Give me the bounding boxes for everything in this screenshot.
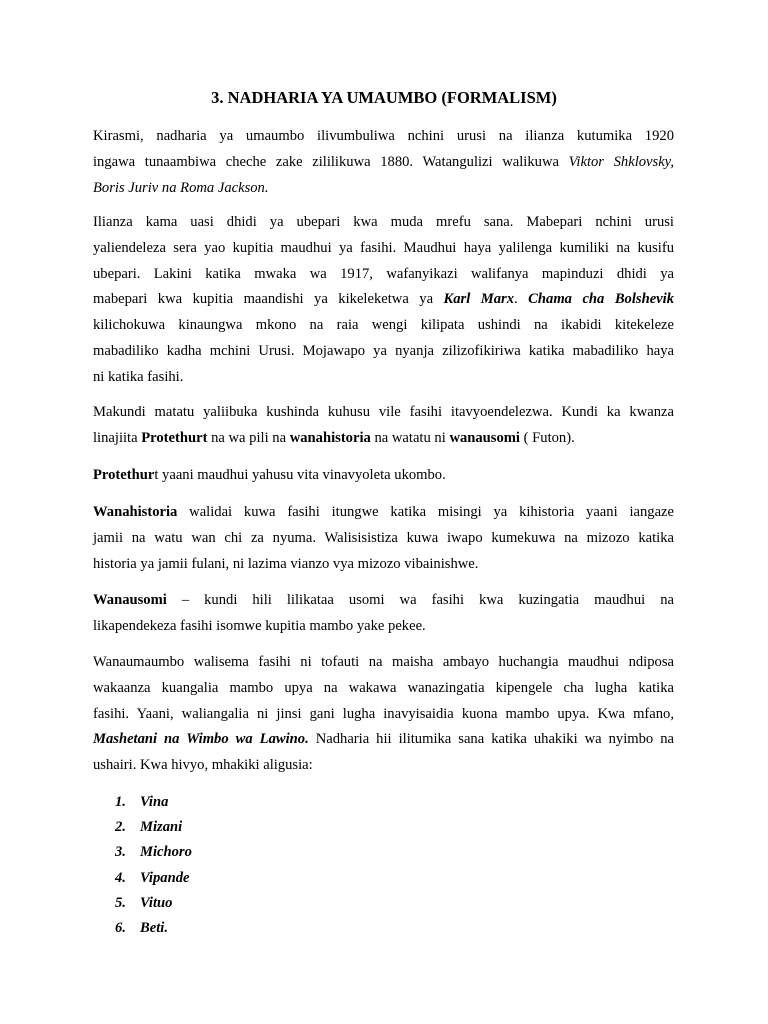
text-span: na wa pili na bbox=[207, 429, 290, 446]
text-line: yaliendeleza sera yao kupitia maudhui ya fasihi. Maudhui haya yalilenga kumiliki na kusifu bbox=[93, 239, 674, 256]
list-text: Vipande bbox=[140, 869, 190, 886]
paragraph-history bbox=[93, 210, 674, 391]
text-line: kilichokuwa kinaungwa mkono na raia wengi kilipata ushindi na ikabidi kitekeleze bbox=[93, 317, 674, 334]
paragraph-wanahistoria bbox=[93, 500, 674, 577]
paragraph-groups bbox=[93, 400, 674, 452]
term-protethur: Protethur bbox=[93, 467, 155, 483]
text-line: fasihi. Yaani, waliangalia ni jinsi gani lugha inavyisaidia kuona mambo upya. Kwa mfano, bbox=[93, 705, 674, 722]
text-span: na watatu ni bbox=[370, 429, 450, 446]
list-number: 1. bbox=[115, 794, 126, 810]
text-span: Nadharia hii ilitumika sana katika uhakiki wa nyimbo na bbox=[308, 731, 674, 748]
text-line bbox=[93, 588, 674, 614]
text-line bbox=[93, 500, 674, 526]
text-line bbox=[93, 150, 674, 176]
term-wanahistoria: wanahistoria bbox=[289, 429, 371, 446]
list-number: 6. bbox=[115, 920, 126, 937]
list-item bbox=[115, 866, 192, 891]
text-line: mabadiliko kadha mchini Urusi. Mojawapo ya nyanja zilizofikiriwa katika mabadiliko haya bbox=[93, 342, 674, 359]
term-protethurt: Protethurt bbox=[141, 429, 208, 446]
paragraph-wanausomi bbox=[93, 588, 674, 640]
list-item bbox=[115, 840, 192, 865]
emphasis-example-titles: Mashetani na Wimbo wa Lawino. bbox=[93, 731, 309, 748]
term-wanahistoria: Wanahistoria bbox=[93, 504, 178, 520]
text-line bbox=[93, 426, 674, 452]
italic-names: Boris Juriv na Roma Jackson. bbox=[93, 179, 269, 196]
text-span: t yaani maudhui yahusu vita vinavyoleta ukombo. bbox=[154, 467, 446, 483]
paragraph-protethurt bbox=[93, 463, 674, 489]
section-title: 3. NADHARIA YA UMAUMBO (FORMALISM) bbox=[211, 88, 557, 107]
text-line bbox=[93, 727, 674, 753]
list-number: 2. bbox=[115, 819, 126, 836]
text-line: wakaanza kuangalia mambo upya na wakawa wanazingatia kipengele cha lugha katika bbox=[93, 679, 674, 696]
italic-names: Viktor Shklovsky, bbox=[568, 153, 674, 170]
emphasis-bolshevik: Chama cha Bolshevik bbox=[528, 291, 675, 308]
paragraph-origins bbox=[93, 124, 674, 201]
term-wanausomi: wanausomi bbox=[449, 429, 520, 446]
text-line: ushairi. Kwa hivyo, mhakiki aligusia: bbox=[93, 757, 313, 774]
list-item bbox=[115, 891, 192, 916]
text-line bbox=[93, 463, 674, 489]
list-text: Michoro bbox=[140, 844, 192, 861]
text-line: likapendekeza fasihi isomwe kupitia mambo yake pekee. bbox=[93, 617, 426, 634]
list-text: Mizani bbox=[140, 819, 183, 836]
list-text: Beti. bbox=[140, 920, 168, 937]
text-line: Makundi matatu yaliibuka kushinda kuhusu vile fasihi itavyoendelezwa. Kundi ka kwanza bbox=[93, 404, 674, 420]
list-item bbox=[115, 916, 192, 941]
text-line bbox=[93, 176, 674, 202]
list-item bbox=[115, 790, 192, 815]
text-span: ingawa tunaambiwa cheche zake zililikuwa 1880. Watangulizi walikuwa bbox=[93, 153, 569, 170]
text-span: mabepari kwa kupitia maandishi ya kikeleketwa ya bbox=[93, 291, 444, 308]
term-wanausomi: Wanausomi bbox=[93, 592, 167, 608]
text-line: ubepari. Lakini katika mwaka wa 1917, wafanyikazi walifanya mapinduzi dhidi ya bbox=[93, 265, 674, 282]
text-line bbox=[93, 287, 674, 313]
text-line: Ilianza kama uasi dhidi ya ubepari kwa muda mrefu sana. Mabepari nchini urusi bbox=[93, 214, 674, 230]
text-line: jamii na watu wan chi za nyuma. Walisisistiza kuwa iwapo kumekuwa na mizozo katika bbox=[93, 529, 674, 546]
list-item bbox=[115, 815, 192, 840]
text-line: historia ya jamii fulani, ni lazima vianzo vya mizozo vibainishwe. bbox=[93, 555, 479, 572]
text-line: ni katika fasihi. bbox=[93, 368, 184, 385]
emphasis-karl-marx: Karl Marx bbox=[443, 291, 515, 308]
list-number: 3. bbox=[115, 844, 126, 861]
text-span: walidai kuwa fasihi itungwe katika misingi ya kihistoria yaani iangaze bbox=[177, 504, 674, 520]
elements-list bbox=[115, 790, 192, 941]
text-span: linajiita bbox=[93, 429, 142, 446]
text-span: . bbox=[514, 291, 529, 308]
text-line: Kirasmi, nadharia ya umaumbo ilivumbuliwa nchini urusi na ilianza kutumika 1920 bbox=[93, 128, 674, 144]
list-text: Vina bbox=[140, 794, 169, 810]
list-text: Vituo bbox=[140, 894, 173, 911]
text-span: – kundi hili lilikataa usomi wa fasihi kwa kuzingatia maudhui na bbox=[166, 592, 674, 608]
paragraph-wanaumaumbo bbox=[93, 650, 674, 779]
list-number: 5. bbox=[115, 894, 126, 911]
list-number: 4. bbox=[115, 869, 126, 886]
text-line: Wanaumaumbo walisema fasihi ni tofauti na maisha ambayo huchangia maudhui ndiposa bbox=[93, 654, 674, 670]
text-span: ( Futon). bbox=[520, 429, 575, 446]
